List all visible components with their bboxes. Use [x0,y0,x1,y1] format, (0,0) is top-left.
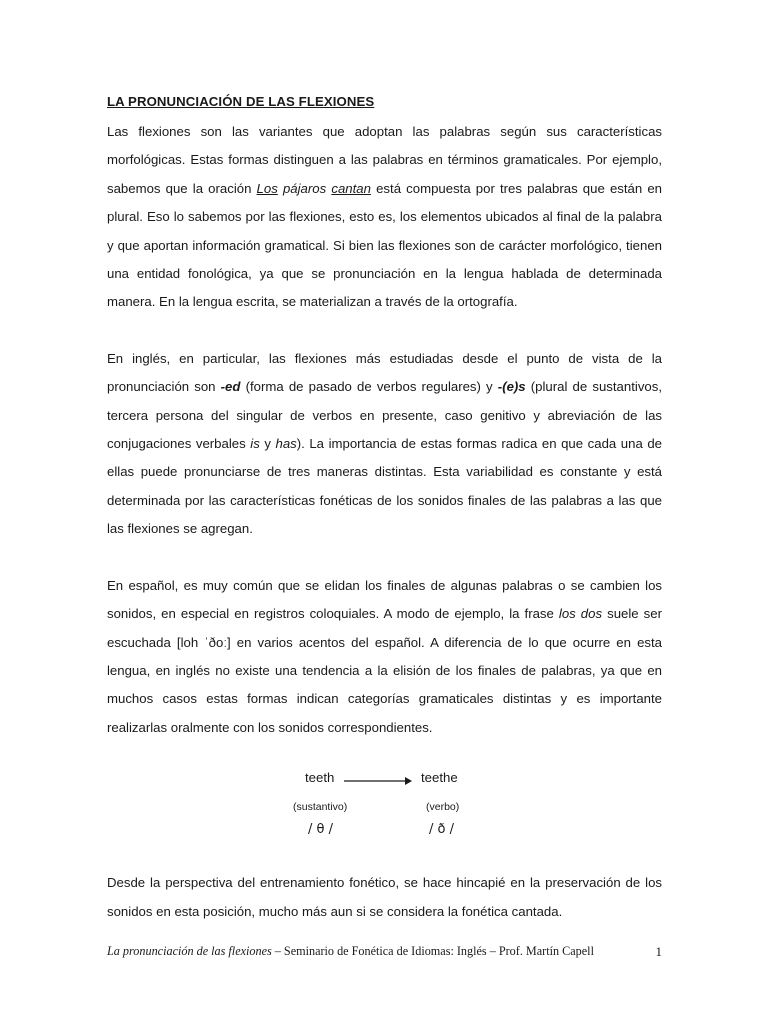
teeth-teethe-diagram [107,750,662,842]
paragraph-4: Desde la perspectiva del entrenamiento fonético, se hace hincapié en la preservación de los sonidos en esta posición, mucho más aun si se considera la fonética cantada. [107,875,662,919]
p1-example-word-3: cantan [331,180,371,196]
paragraph-1 [107,118,662,317]
diagram-left-word: teeth [305,770,335,786]
right-arrow-icon [343,774,413,788]
p2-text-b: (forma de pasado de verbos regulares) y [240,379,498,395]
footer-title: La pronunciación de las flexiones [107,944,272,958]
document-body [107,92,662,926]
p2-text-d: y [259,436,276,452]
p2-text-a: En inglés, en particular, las flexiones más estudiadas desde el punto de vista de la pronunciación son [107,350,662,395]
paragraph-gap [107,842,662,869]
p1-text-b: está compuesta por tres palabras que están en plural. Eso lo sabemos por las flexiones, esto es, los elementos ubicados al final de la palabra y que aportan información gramatical. Si bien las flexiones son de carácter morfológico, tienen una entidad fonológica, ya que se pronunciación en la lengua hablada de determinada manera. En la lengua escrita, se materializan a través de la ortografía. [107,180,662,310]
p3-phrase-los-dos: los dos [558,606,603,622]
diagram-right-word: teethe [421,770,458,786]
p1-example-word-2: pájaros [282,180,327,196]
p3-text-a: En español, es muy común que se elidan los finales de algunas palabras o se cambien los sonidos, en especial en registros coloquiales. A modo de ejemplo, la frase [107,577,662,622]
paragraph-gap [107,544,662,572]
footer-course: – Seminario de Fonética de Idiomas: Inglés – Prof. Martín Capell [271,944,594,958]
paragraph-gap [107,317,662,345]
diagram-right-label: (verbo) [426,801,460,814]
p2-word-is: is [250,436,260,452]
p3-text-b: suele ser escuchada [107,606,662,650]
page-number: 1 [655,944,662,959]
p1-example-word-1: Los [256,180,278,196]
page-title: LA PRONUNCIACIÓN DE LAS FLEXIONES [107,94,375,109]
paragraph-2 [107,345,662,544]
p2-text-e: ). La importancia de estas formas radica en que cada una de ellas puede pronunciarse de tres maneras distintas. Esta variabilidad es constante y está determinada por las características fonéticas de los sonidos finales de las palabras a las que las flexiones se agregan. [107,436,662,537]
p2-text-c: (plural de sustantivos, tercera persona del singular de verbos en presente, caso genitivo y abreviación de las conjugaciones verbales [107,379,663,452]
p2-word-has: has [275,436,297,452]
p1-text-a: Las flexiones son las variantes que adoptan las palabras según sus características morfológicas. Estas formas distinguen a las palabras en términos gramaticales. Por ejemplo, sabemos que la oración [107,124,662,196]
footer-text [107,944,594,959]
p2-suffix-ed: -ed [220,379,241,395]
p3-text-c: en varios acentos del español. A diferencia de lo que ocurre en esta lengua, en inglés no existe una tendencia a la elisión de los finales de palabras, ya que en muchos casos estas formas indican categorías gramaticales distintas y es importante realizarlas oralmente con los sonidos correspondientes. [107,634,662,735]
diagram-right-ipa: / ð / [429,822,454,838]
paragraph-3 [107,572,662,742]
diagram-left-ipa: / θ / [308,822,333,838]
p3-ipa: [loh ˈðoː] [176,634,231,650]
diagram-left-label: (sustantivo) [293,801,348,814]
p2-suffix-es: -(e)s [497,379,526,395]
